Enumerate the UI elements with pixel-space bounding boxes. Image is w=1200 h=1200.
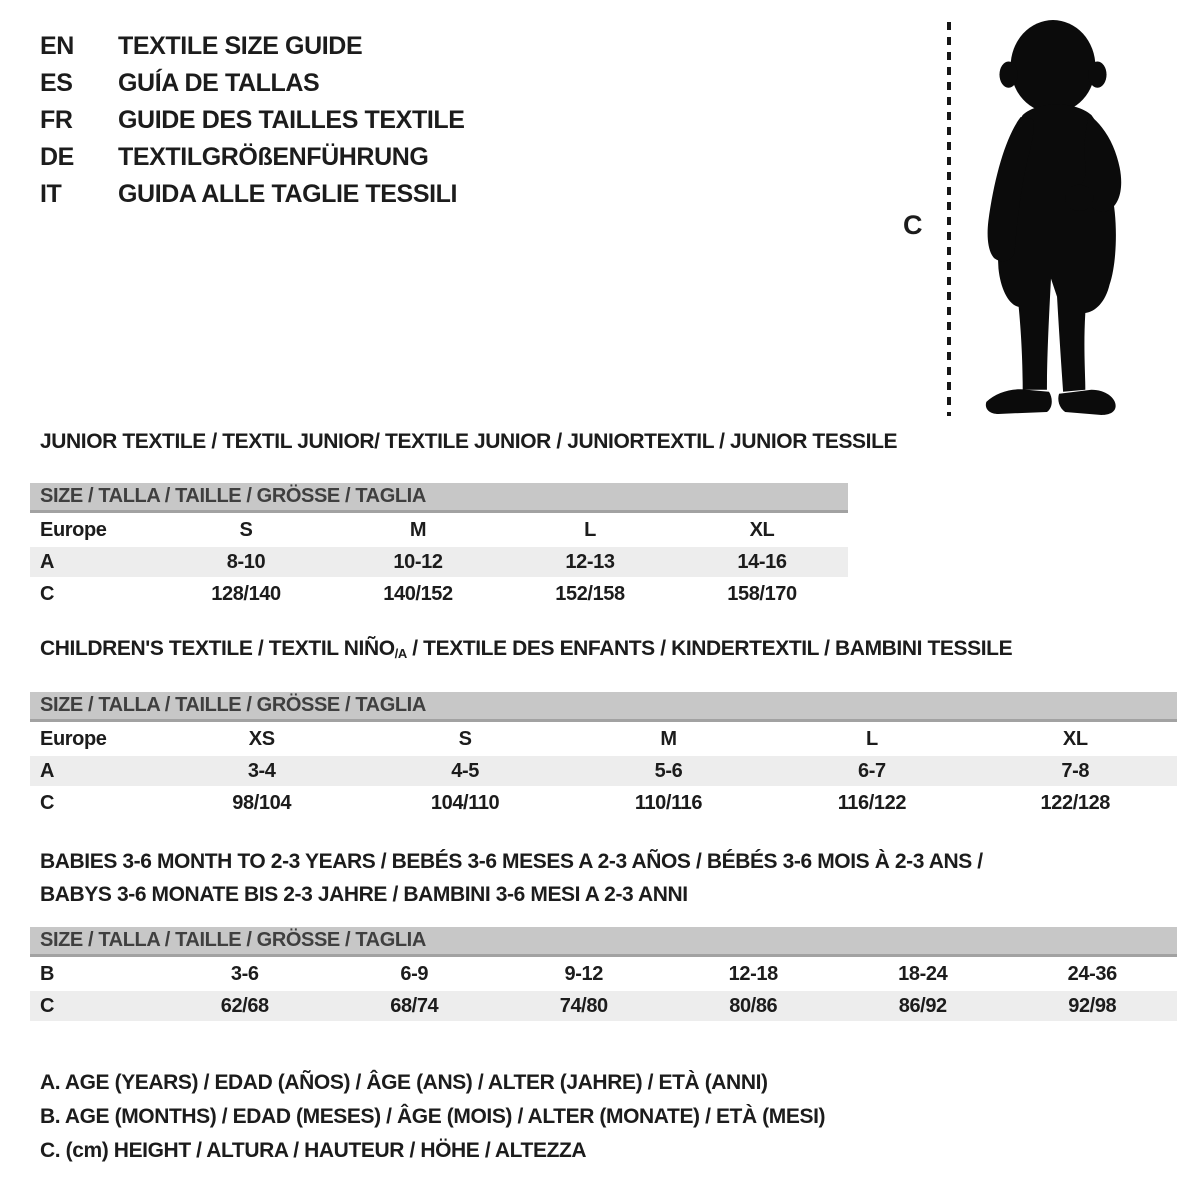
table-row [30,788,1177,818]
title-part: / TEXTILE DES ENFANTS / KINDERTEXTIL / BAMBINI TESSILE [406,637,1013,660]
language-code: ES [40,69,73,97]
size-cell: S [239,518,253,541]
babies-section-title [30,845,1177,911]
size-cell: L [865,727,878,750]
row-label: B [40,962,55,985]
height-cell: 74/80 [559,994,608,1017]
size-cell: XL [1062,727,1088,750]
size-cell: XS [248,727,275,750]
table-row [30,547,848,577]
age-cell: 9-12 [564,962,603,985]
babies-textile-section [30,845,1177,1021]
toddler-silhouette-icon [962,14,1144,418]
legend-line-a: A. AGE (YEARS) / EDAD (AÑOS) / ÂGE (ANS) / ALTER (JAHRE) / ETÀ (ANNI) [40,1071,768,1094]
language-label: TEXTILE SIZE GUIDE [118,32,363,60]
language-code: EN [40,32,74,60]
height-cell: 122/128 [1040,791,1111,814]
height-measure-label: C [903,210,923,240]
legend-line-b: B. AGE (MONTHS) / EDAD (MESES) / ÂGE (MOIS) / ALTER (MONATE) / ETÀ (MESI) [40,1105,826,1128]
title-sub-part: /A [394,646,407,661]
height-measure-line [947,22,951,416]
height-cell: 68/74 [390,994,439,1017]
language-label: GUÍA DE TALLAS [118,69,320,97]
children-section-title [30,637,1177,663]
language-row-it [40,176,465,213]
height-cell: 110/116 [634,791,703,814]
age-cell: 14-16 [737,550,787,573]
table-row [30,959,1177,989]
junior-size-header-bar: SIZE / TALLA / TAILLE / GRÖSSE / TAGLIA [30,483,848,513]
age-cell: 12-18 [728,962,778,985]
table-row [30,756,1177,786]
height-cell: 116/122 [837,791,907,814]
age-cell: 6-7 [858,759,886,782]
babies-title-line2: BABYS 3-6 MONATE BIS 2-3 JAHRE / BAMBINI 3-6 MESI A 2-3 ANNI [40,883,688,906]
children-size-header-bar: SIZE / TALLA / TAILLE / GRÖSSE / TAGLIA [30,692,1177,722]
age-cell: 18-24 [898,962,948,985]
language-label: TEXTILGRÖßENFÜHRUNG [118,143,429,171]
table-row [30,579,848,609]
language-code: FR [40,106,73,134]
junior-section-title: JUNIOR TEXTILE / TEXTIL JUNIOR/ TEXTILE JUNIOR / JUNIORTEXTIL / JUNIOR TESSILE [40,430,898,453]
row-label: C [40,582,55,605]
height-cell: 104/110 [430,791,500,814]
table-row [30,724,1177,754]
table-row [30,991,1177,1021]
row-label: Europe [40,727,107,750]
language-row-fr [40,102,465,139]
height-cell: 158/170 [727,582,797,605]
age-cell: 7-8 [1061,759,1090,782]
table-row [30,515,848,545]
size-cell: XL [749,518,775,541]
language-label: GUIDA ALLE TAGLIE TESSILI [118,180,458,208]
size-cell: L [584,518,596,541]
age-cell: 10-12 [393,550,443,573]
language-label: GUIDE DES TAILLES TEXTILE [118,106,465,134]
children-textile-section [30,637,1177,818]
height-cell: 86/92 [898,994,947,1017]
height-cell: 92/98 [1068,994,1117,1017]
title-part: CHILDREN'S TEXTILE / TEXTIL NIÑO [40,637,395,660]
age-cell: 5-6 [654,759,683,782]
size-cell: S [458,727,472,750]
height-cell: 62/68 [220,994,269,1017]
age-cell: 3-6 [230,962,259,985]
language-code: IT [40,180,62,208]
language-code: DE [40,143,74,171]
height-cell: 98/104 [232,791,292,814]
age-cell: 4-5 [451,759,479,782]
babies-title-line1: BABIES 3-6 MONTH TO 2-3 YEARS / BEBÉS 3-6 MESES A 2-3 AÑOS / BÉBÉS 3-6 MOIS À 2-3 ANS / [40,850,983,873]
language-row-en [40,28,465,65]
language-row-de [40,139,465,176]
legend-line-c: C. (cm) HEIGHT / ALTURA / HAUTEUR / HÖHE / ALTEZZA [40,1139,587,1162]
size-cell: M [660,727,677,750]
row-label: A [40,759,55,782]
age-cell: 3-4 [247,759,276,782]
babies-size-header-bar: SIZE / TALLA / TAILLE / GRÖSSE / TAGLIA [30,927,1177,957]
age-cell: 24-36 [1067,962,1117,985]
age-cell: 8-10 [226,550,266,573]
height-cell: 152/158 [555,582,625,605]
row-label: A [40,550,55,573]
row-label: Europe [40,518,107,541]
language-row-es [40,65,465,102]
height-cell: 140/152 [383,582,453,605]
height-cell: 80/86 [729,994,778,1017]
age-cell: 12-13 [565,550,615,573]
height-cell: 128/140 [211,582,281,605]
row-label: C [40,994,55,1017]
language-list [40,28,465,213]
size-cell: M [409,518,427,541]
row-label: C [40,791,55,814]
age-cell: 6-9 [400,962,429,985]
measurement-legend [40,1066,825,1168]
junior-textile-section [30,430,898,609]
